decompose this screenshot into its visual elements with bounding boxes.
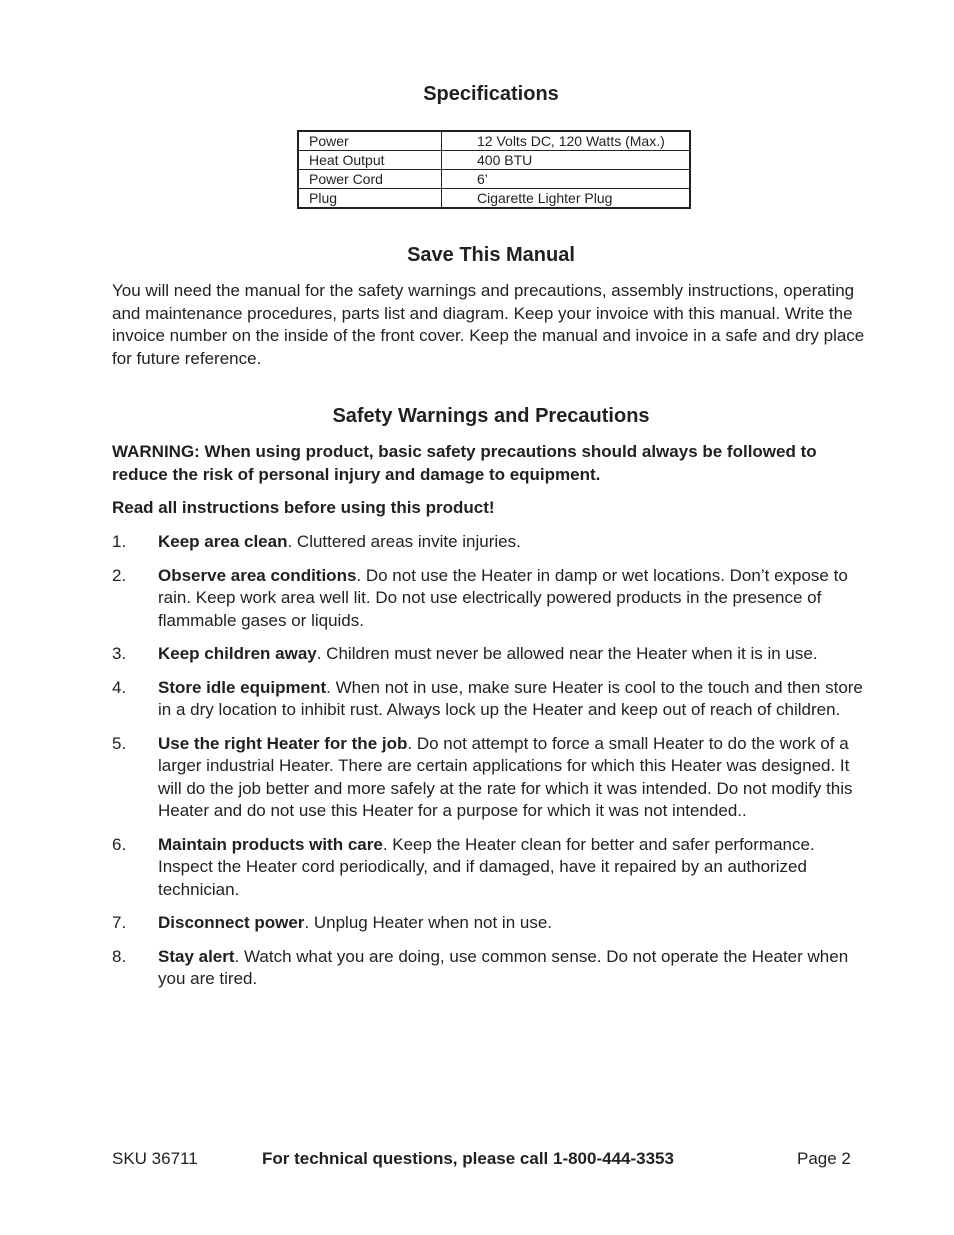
item-number: 7. — [112, 913, 127, 932]
item-number: 3. — [112, 644, 127, 663]
item-text: . Unplug Heater when not in use. — [304, 913, 553, 932]
item-title: Keep children away — [158, 644, 317, 663]
spec-value: Cigarette Lighter Plug — [442, 189, 691, 209]
safety-list — [112, 531, 874, 1002]
item-number: 8. — [112, 946, 127, 966]
warning-text: WARNING: When using product, basic safety precautions should always be followed to reduce the risk of personal injury and damage to equipment. — [112, 442, 817, 484]
item-text: . Children must never be allowed near the Heater when it is in use. — [316, 644, 818, 663]
spec-label: Plug — [298, 189, 442, 209]
spec-label: Heat Output — [298, 151, 442, 170]
item-title: Use the right Heater for the job — [158, 733, 408, 753]
item-text: . Do not use the Heater in damp or wet locations. Don’t expose to rain. Keep work area well lit. Do not use electrically powered products in the presence of flammable gases or liquids. — [158, 565, 848, 630]
list-item — [112, 834, 874, 902]
list-item — [112, 733, 874, 823]
spec-label: Power — [298, 131, 442, 151]
specifications-heading: Specifications — [423, 83, 559, 105]
specifications-table — [297, 130, 691, 209]
list-item — [112, 946, 874, 991]
safety-heading: Safety Warnings and Precautions — [332, 405, 650, 427]
spec-value: 12 Volts DC, 120 Watts (Max.) — [442, 131, 691, 151]
table-row — [298, 189, 690, 209]
save-manual-heading: Save This Manual — [407, 244, 575, 266]
item-title: Stay alert — [158, 946, 235, 966]
table-row — [298, 131, 690, 151]
save-manual-text: You will need the manual for the safety warnings and precautions, assembly instructions, operating and maintenance procedures, parts list and diagram. Keep your invoice with this manual. Write the invoice number on the inside of the front cover. Keep the manual and invoice in a safe and dry place for future reference. — [112, 281, 865, 368]
list-item — [112, 531, 874, 554]
footer-page-number: Page 2 — [797, 1149, 851, 1168]
table-row — [298, 170, 690, 189]
list-item — [112, 643, 874, 666]
item-title: Maintain products with care — [158, 834, 383, 854]
item-number: 4. — [112, 677, 127, 697]
item-text: . When not in use, make sure Heater is cool to the touch and then store in a dry location to inhibit rust. Always lock up the Heater and keep out of reach of children. — [158, 677, 863, 719]
list-item — [112, 677, 874, 722]
item-title: Keep area clean — [158, 532, 288, 551]
read-instructions-text: Read all instructions before using this product! — [112, 498, 495, 517]
item-text: . Keep the Heater clean for better and safer performance. Inspect the Heater cord periodically, and if damaged, have it repaired by an authorized technician. — [158, 834, 815, 899]
table-row — [298, 151, 690, 170]
spec-label: Power Cord — [298, 170, 442, 189]
item-number: 5. — [112, 733, 127, 753]
item-number: 2. — [112, 565, 127, 585]
item-title: Store idle equipment — [158, 677, 327, 697]
item-number: 6. — [112, 834, 127, 854]
item-title: Disconnect power — [158, 913, 305, 932]
item-title: Observe area conditions — [158, 565, 357, 585]
item-text: . Cluttered areas invite injuries. — [287, 532, 521, 551]
item-number: 1. — [112, 532, 127, 551]
footer-sku: SKU 36711 — [112, 1149, 198, 1168]
list-item — [112, 912, 874, 935]
item-text: . Do not attempt to force a small Heater to do the work of a larger industrial Heater. There are certain applications for which this Heater was designed. It will do the job better and more safely at the rate for which it was intended. Do not modify this Heater and do not use this Heater for a purpose for which it was not intended.. — [158, 733, 853, 820]
spec-value: 6’ — [442, 170, 691, 189]
spec-value: 400 BTU — [442, 151, 691, 170]
footer-tech-support: For technical questions, please call 1-800-444-3353 — [262, 1149, 674, 1168]
list-item — [112, 565, 874, 633]
item-text: . Watch what you are doing, use common sense. Do not operate the Heater when you are tired. — [158, 946, 849, 988]
